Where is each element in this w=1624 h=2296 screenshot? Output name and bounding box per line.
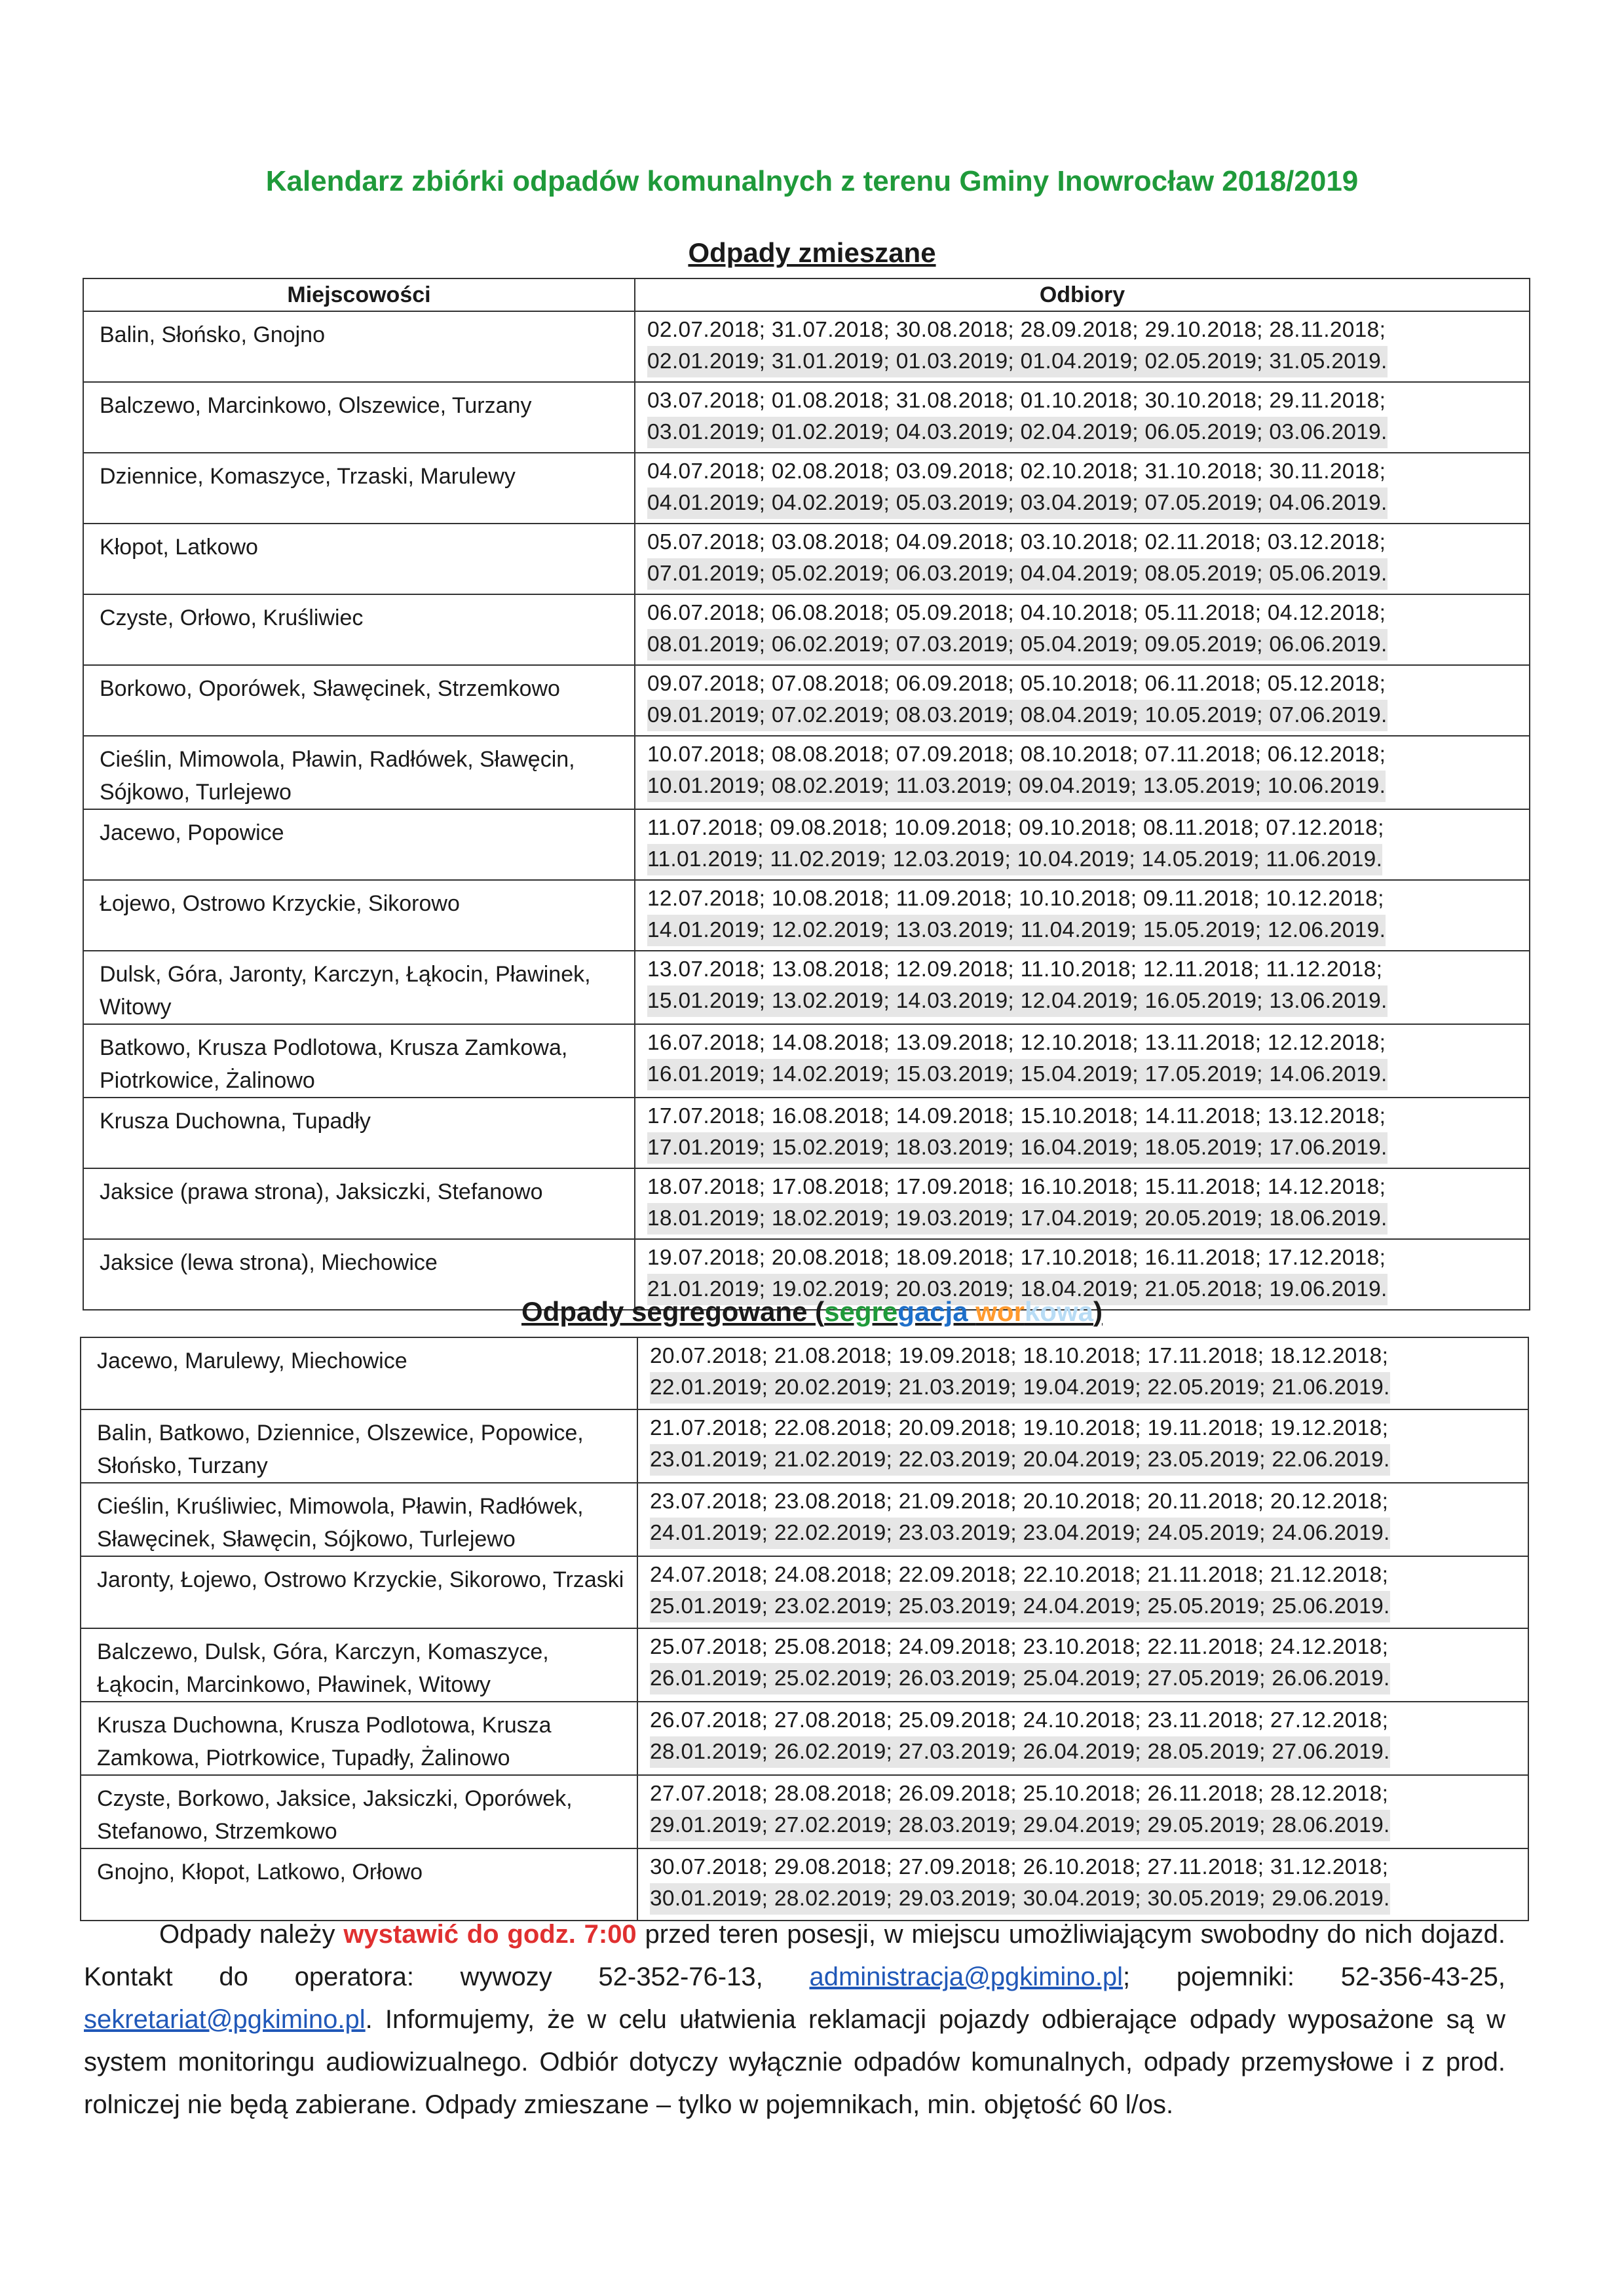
location-cell: Batkowo, Krusza Podlotowa, Krusza Zamkowa, Piotrkowice, Żalinowo [83,1024,635,1098]
location-cell: Łojewo, Ostrowo Krzyckie, Sikorowo [83,880,635,951]
table-row [83,524,1530,594]
dates-2019: 02.01.2019; 31.01.2019; 01.03.2019; 01.04.2019; 02.05.2019; 31.05.2019. [647,346,1388,377]
dates-cell [637,1409,1528,1483]
table-row [83,311,1530,382]
dates-cell [637,1702,1528,1775]
dates-2018: 30.07.2018; 29.08.2018; 27.09.2018; 26.10.2018; 27.11.2018; 31.12.2018; [650,1855,1389,1879]
dates-2018: 10.07.2018; 08.08.2018; 07.09.2018; 08.10.2018; 07.11.2018; 06.12.2018; [647,742,1386,767]
dates-2019: 25.01.2019; 23.02.2019; 25.03.2019; 24.04.2019; 25.05.2019; 25.06.2019. [650,1591,1390,1622]
table-row [81,1409,1528,1483]
dates-2018: 17.07.2018; 16.08.2018; 14.09.2018; 15.10.2018; 14.11.2018; 13.12.2018; [647,1104,1386,1128]
dates-cell [635,382,1530,453]
dates-cell [635,665,1530,736]
dates-2018: 25.07.2018; 25.08.2018; 24.09.2018; 23.10.2018; 22.11.2018; 24.12.2018; [650,1635,1389,1659]
dates-2018: 09.07.2018; 07.08.2018; 06.09.2018; 05.10.2018; 06.11.2018; 05.12.2018; [647,672,1386,696]
location-cell: Jacewo, Popowice [83,809,635,880]
mixed-waste-table [83,278,1530,1311]
location-cell: Krusza Duchowna, Tupadły [83,1098,635,1168]
dates-2019: 30.01.2019; 28.02.2019; 29.03.2019; 30.04.2019; 30.05.2019; 29.06.2019. [650,1883,1390,1915]
footer-notice: Odpady należy wystawić do godz. 7:00 przed teren posesji, w miejscu umożliwiającym swobodny do nich dojazd. Kontakt do operatora: wywozy 52-352-76-13, administracja@pgkimino.pl; pojemniki: 52-356-43-25, sekretariat@pgkimino.pl. Informujemy, że w celu ułatwienia reklamacji pojazdy odbierające odpady wyposażone są w system monitoringu audiowizualnego. Odbiór dotyczy wyłącznie odpadów komunalnych, odpady przemysłowe i z prod. rolniczej nie będą zabierane. Odpady zmieszane – tylko w pojemnikach, min. objętość 60 l/os. [84,1920,1505,2119]
dates-cell [637,1775,1528,1848]
dates-cell [635,809,1530,880]
location-cell: Borkowo, Oporówek, Sławęcinek, Strzemkowo [83,665,635,736]
table-row [83,1098,1530,1168]
dates-2019: 16.01.2019; 14.02.2019; 15.03.2019; 15.04.2019; 17.05.2019; 14.06.2019. [647,1059,1388,1090]
email-link-administracja[interactable]: administracja@pgkimino.pl [809,1962,1124,1991]
table-row [83,665,1530,736]
dates-2019: 03.01.2019; 01.02.2019; 04.03.2019; 02.04.2019; 06.05.2019; 03.06.2019. [647,417,1388,448]
dates-cell [637,1556,1528,1628]
dates-cell [635,524,1530,594]
dates-2018: 18.07.2018; 17.08.2018; 17.09.2018; 16.10.2018; 15.11.2018; 14.12.2018; [647,1175,1386,1199]
dates-cell [635,594,1530,665]
table-row [83,453,1530,524]
dates-2018: 26.07.2018; 27.08.2018; 25.09.2018; 24.10.2018; 23.11.2018; 27.12.2018; [650,1708,1389,1732]
dates-cell [635,736,1530,809]
dates-2019: 17.01.2019; 15.02.2019; 18.03.2019; 16.04.2019; 18.05.2019; 17.06.2019. [647,1132,1388,1164]
segregated-waste-heading: Odpady segregowane (segregacja workowa) [521,1296,1103,1327]
table-row [83,736,1530,809]
location-cell: Jacewo, Marulewy, Miechowice [81,1337,637,1409]
dates-2019: 14.01.2019; 12.02.2019; 13.03.2019; 11.04.2019; 15.05.2019; 12.06.2019. [647,915,1386,946]
dates-2018: 24.07.2018; 24.08.2018; 22.09.2018; 22.10.2018; 21.11.2018; 21.12.2018; [650,1563,1389,1587]
dates-2019: 22.01.2019; 20.02.2019; 21.03.2019; 19.04.2019; 22.05.2019; 21.06.2019. [650,1372,1390,1404]
table-row [81,1337,1528,1409]
location-cell: Balczewo, Marcinkowo, Olszewice, Turzany [83,382,635,453]
table-row [83,809,1530,880]
dates-2019: 04.01.2019; 04.02.2019; 05.03.2019; 03.04.2019; 07.05.2019; 04.06.2019. [647,488,1388,519]
col-header-locations: Miejscowości [83,278,635,311]
location-cell: Dziennice, Komaszyce, Trzaski, Marulewy [83,453,635,524]
table-row [81,1702,1528,1775]
dates-2018: 06.07.2018; 06.08.2018; 05.09.2018; 04.10.2018; 05.11.2018; 04.12.2018; [647,601,1386,625]
table-row [83,1024,1530,1098]
dates-2018: 11.07.2018; 09.08.2018; 10.09.2018; 09.10.2018; 08.11.2018; 07.12.2018; [647,816,1384,840]
location-cell: Cieślin, Kruśliwiec, Mimowola, Pławin, Radłówek, Sławęcinek, Sławęcin, Sójkowo, Turlejewo [81,1483,637,1556]
location-cell: Czyste, Orłowo, Kruśliwiec [83,594,635,665]
dates-2018: 19.07.2018; 20.08.2018; 18.09.2018; 17.10.2018; 16.11.2018; 17.12.2018; [647,1246,1386,1270]
dates-2018: 23.07.2018; 23.08.2018; 21.09.2018; 20.10.2018; 20.11.2018; 20.12.2018; [650,1489,1389,1514]
dates-cell [635,880,1530,951]
deadline-highlight: wystawić do godz. 7:00 [343,1920,637,1949]
location-cell: Jaksice (prawa strona), Jaksiczki, Stefanowo [83,1168,635,1239]
table-row [81,1775,1528,1848]
location-cell: Balin, Słońsko, Gnojno [83,311,635,382]
table-row [81,1848,1528,1921]
location-cell: Jaksice (lewa strona), Miechowice [83,1239,635,1310]
col-header-pickups: Odbiory [635,278,1530,311]
dates-cell [637,1337,1528,1409]
dates-2019: 21.01.2019; 19.02.2019; 20.03.2019; 18.04.2019; 21.05.2018; 19.06.2019. [647,1274,1388,1305]
heading-part: segre [824,1296,898,1327]
heading-part: gacja [897,1296,976,1327]
dates-2019: 08.01.2019; 06.02.2019; 07.03.2019; 05.04.2019; 09.05.2019; 06.06.2019. [647,629,1388,660]
page-title: Kalendarz zbiórki odpadów komunalnych z terenu Gminy Inowrocław 2018/2019 [265,165,1359,197]
dates-2018: 05.07.2018; 03.08.2018; 04.09.2018; 03.10.2018; 02.11.2018; 03.12.2018; [647,530,1386,554]
dates-2018: 27.07.2018; 28.08.2018; 26.09.2018; 25.10.2018; 26.11.2018; 28.12.2018; [650,1782,1389,1806]
location-cell: Cieślin, Mimowola, Pławin, Radłówek, Sławęcin, Sójkowo, Turlejewo [83,736,635,809]
table-row [81,1483,1528,1556]
location-cell: Jaronty, Łojewo, Ostrowo Krzyckie, Sikorowo, Trzaski [81,1556,637,1628]
dates-2019: 24.01.2019; 22.02.2019; 23.03.2019; 23.04.2019; 24.05.2019; 24.06.2019. [650,1518,1390,1549]
dates-2019: 28.01.2019; 26.02.2019; 27.03.2019; 26.04.2019; 28.05.2019; 27.06.2019. [650,1736,1390,1768]
dates-cell [635,1168,1530,1239]
dates-2019: 07.01.2019; 05.02.2019; 06.03.2019; 04.04.2019; 08.05.2019; 05.06.2019. [647,558,1388,590]
location-cell: Krusza Duchowna, Krusza Podlotowa, Krusza Zamkowa, Piotrkowice, Tupadły, Żalinowo [81,1702,637,1775]
dates-2018: 12.07.2018; 10.08.2018; 11.09.2018; 10.10.2018; 09.11.2018; 10.12.2018; [647,887,1384,911]
dates-cell [637,1483,1528,1556]
dates-2019: 18.01.2019; 18.02.2019; 19.03.2019; 17.04.2019; 20.05.2019; 18.06.2019. [647,1203,1388,1234]
dates-2018: 03.07.2018; 01.08.2018; 31.08.2018; 01.10.2018; 30.10.2018; 29.11.2018; [647,389,1386,413]
dates-2018: 13.07.2018; 13.08.2018; 12.09.2018; 11.10.2018; 12.11.2018; 11.12.2018; [647,957,1383,982]
dates-2018: 20.07.2018; 21.08.2018; 19.09.2018; 18.10.2018; 17.11.2018; 18.12.2018; [650,1344,1389,1368]
table-row [83,1168,1530,1239]
dates-2018: 21.07.2018; 22.08.2018; 20.09.2018; 19.10.2018; 19.11.2018; 19.12.2018; [650,1416,1389,1440]
dates-2019: 23.01.2019; 21.02.2019; 22.03.2019; 20.04.2019; 23.05.2019; 22.06.2019. [650,1444,1390,1476]
dates-cell [637,1628,1528,1702]
location-cell: Balczewo, Dulsk, Góra, Karczyn, Komaszyce, Łąkocin, Marcinkowo, Pławinek, Witowy [81,1628,637,1702]
mixed-waste-heading: Odpady zmieszane [688,237,936,268]
location-cell: Dulsk, Góra, Jaronty, Karczyn, Łąkocin, Pławinek, Witowy [83,951,635,1024]
dates-2018: 04.07.2018; 02.08.2018; 03.09.2018; 02.10.2018; 31.10.2018; 30.11.2018; [647,459,1386,484]
table-row [83,880,1530,951]
dates-2019: 15.01.2019; 13.02.2019; 14.03.2019; 12.04.2019; 16.05.2019; 13.06.2019. [647,985,1388,1017]
segregated-waste-table [80,1337,1529,1921]
dates-2019: 26.01.2019; 25.02.2019; 26.03.2019; 25.04.2019; 27.05.2019; 26.06.2019. [650,1663,1390,1694]
dates-cell [635,1098,1530,1168]
location-cell: Gnojno, Kłopot, Latkowo, Orłowo [81,1848,637,1921]
dates-2019: 29.01.2019; 27.02.2019; 28.03.2019; 29.04.2019; 29.05.2019; 28.06.2019. [650,1810,1390,1841]
location-cell: Balin, Batkowo, Dziennice, Olszewice, Popowice, Słońsko, Turzany [81,1409,637,1483]
dates-cell [637,1848,1528,1921]
table-row [81,1628,1528,1702]
dates-2019: 11.01.2019; 11.02.2019; 12.03.2019; 10.04.2019; 14.05.2019; 11.06.2019. [647,844,1382,875]
dates-2019: 10.01.2019; 08.02.2019; 11.03.2019; 09.04.2019; 13.05.2019; 10.06.2019. [647,771,1386,802]
dates-cell [635,311,1530,382]
table-row [81,1556,1528,1628]
dates-2018: 16.07.2018; 14.08.2018; 13.09.2018; 12.10.2018; 13.11.2018; 12.12.2018; [647,1031,1386,1055]
heading-part: wor [975,1296,1025,1327]
location-cell: Czyste, Borkowo, Jaksice, Jaksiczki, Oporówek, Stefanowo, Strzemkowo [81,1775,637,1848]
dates-2018: 02.07.2018; 31.07.2018; 30.08.2018; 28.09.2018; 29.10.2018; 28.11.2018; [647,318,1386,342]
table-row [83,382,1530,453]
heading-part: kowa [1024,1296,1093,1327]
dates-cell [635,453,1530,524]
dates-cell [635,1024,1530,1098]
table-row [83,594,1530,665]
dates-2019: 09.01.2019; 07.02.2019; 08.03.2019; 08.04.2019; 10.05.2019; 07.06.2019. [647,700,1388,731]
location-cell: Kłopot, Latkowo [83,524,635,594]
email-link-sekretariat[interactable]: sekretariat@pgkimino.pl [84,2005,366,2034]
table-row [83,951,1530,1024]
dates-cell [635,951,1530,1024]
